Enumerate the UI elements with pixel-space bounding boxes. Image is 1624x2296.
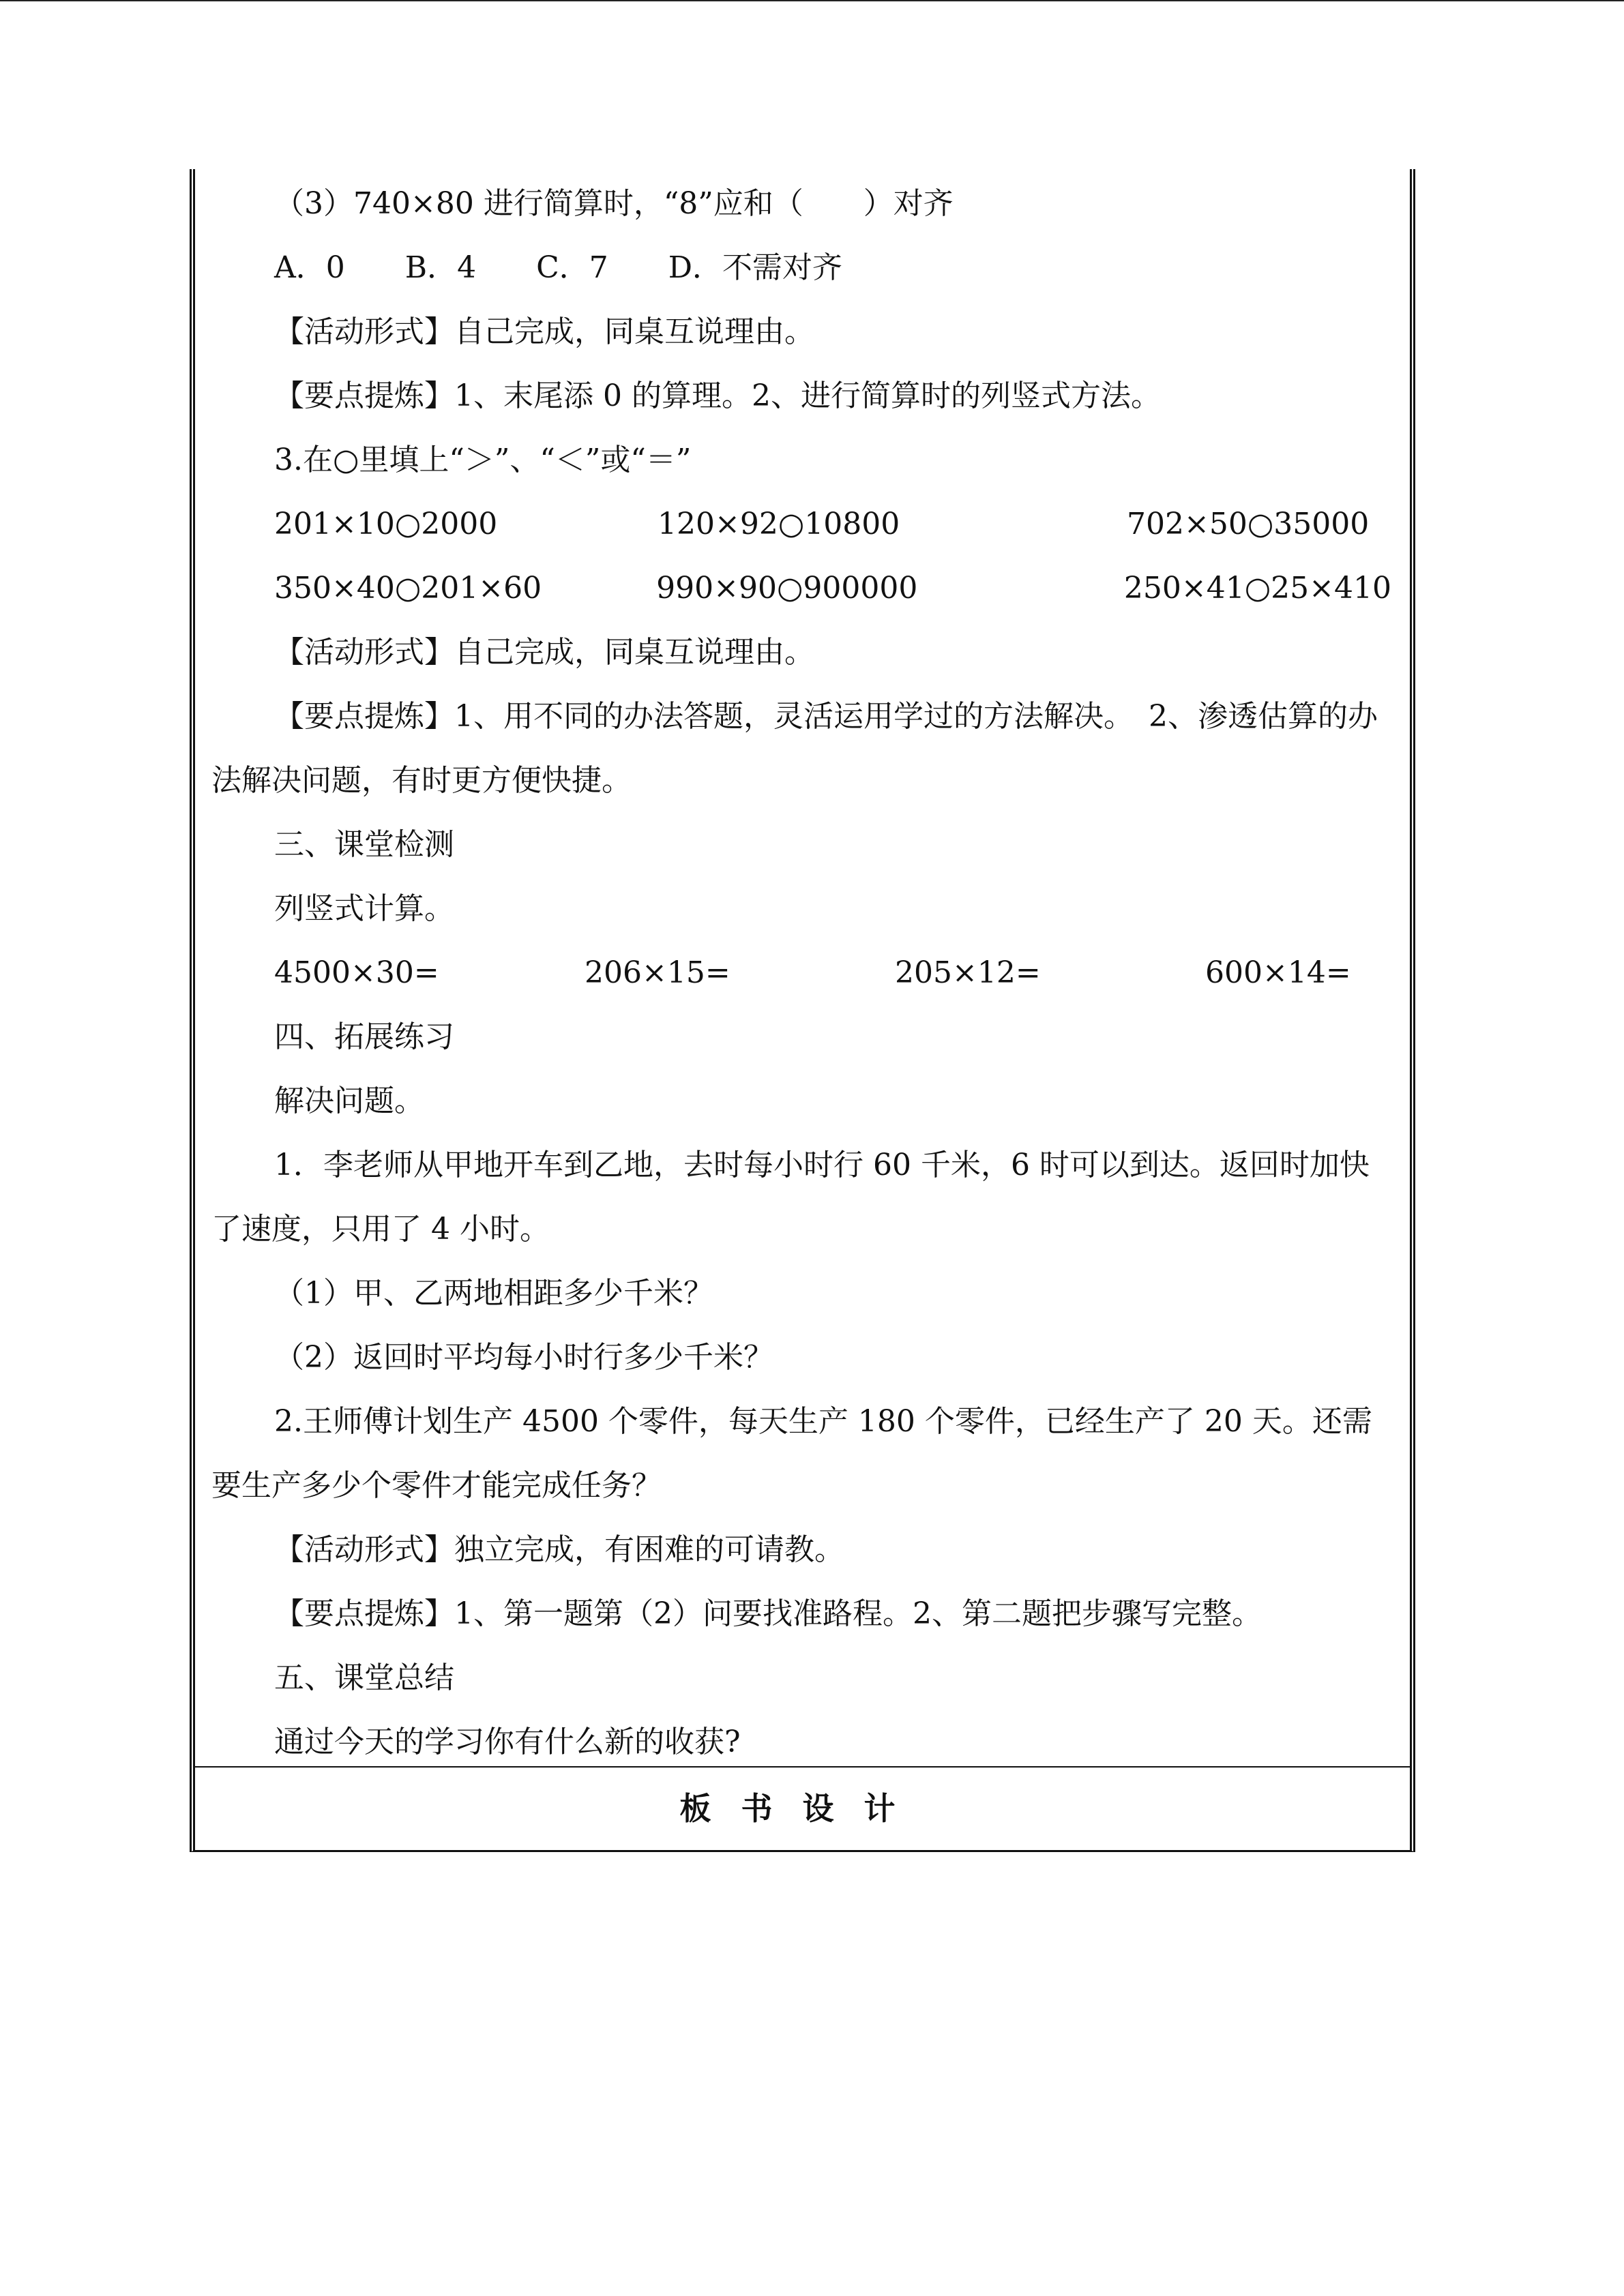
calc-row: [211, 941, 1391, 1005]
problem-1-question-2: （2）返回时平均每小时行多少千米？: [274, 1340, 773, 1375]
summary-question: 通过今天的学习你有什么新的收获?: [274, 1725, 741, 1759]
activity-form-1: 【活动形式】自己完成，同桌互说理由。: [274, 314, 814, 349]
answer-options: A．0 B．4 C．7 D．不需对齐: [274, 250, 843, 285]
task-3-compare: 3.在○里填上“＞”、“＜”或“＝”: [274, 443, 692, 477]
compare-item: 250×41○25×410: [1123, 571, 1391, 606]
compare-row-2: [211, 556, 1391, 621]
compare-item: 120×92○10800: [658, 507, 900, 541]
section-classroom-test: 三、课堂检测: [274, 827, 454, 862]
solve-instruction: 解决问题。: [274, 1084, 424, 1118]
key-points-3: 【要点提炼】1、第一题第（2）问要找准路程。2、第二题把步骤写完整。: [274, 1596, 1262, 1631]
page-top-rule: [0, 0, 1624, 1]
calc-item: 4500×30=: [274, 955, 439, 990]
key-points-1: 【要点提炼】1、末尾添 0 的算理。2、进行简算时的列竖式方法。: [274, 378, 1161, 413]
section-extension: 四、拓展练习: [274, 1019, 454, 1054]
problem-2: 2.王师傅计划生产 4500 个零件，每天生产 180 个零件，已经生产了 20 天。还需要生产多少个零件才能完成任务？: [211, 1404, 1372, 1503]
compare-row-1: [211, 492, 1391, 556]
compare-item: 350×40○201×60: [274, 571, 542, 606]
lesson-content: [211, 172, 1391, 1774]
problem-1: 1．李老师从甲地开车到乙地，去时每小时行 60 千米，6 时可以到达。返回时加快了速度，只用了 4 小时。: [211, 1148, 1370, 1247]
compare-item: 702×50○35000: [1127, 507, 1370, 541]
problem-1-question-1: （1）甲、乙两地相距多少千米？: [274, 1276, 713, 1311]
key-points-2: 【要点提炼】1、用不同的办法答题，灵活运用学过的方法解决。 2、渗透估算的办法解决问题，有时更方便快捷。: [211, 699, 1378, 798]
compare-item: 201×10○2000: [274, 507, 498, 541]
compare-item: 990×90○900000: [656, 571, 918, 606]
activity-form-3: 【活动形式】独立完成，有困难的可请教。: [274, 1532, 844, 1567]
calc-item: 600×14=: [1205, 955, 1351, 990]
calc-item: 206×15=: [585, 955, 730, 990]
activity-form-2: 【活动形式】自己完成，同桌互说理由。: [274, 635, 814, 670]
vertical-calc-instruction: 列竖式计算。: [274, 891, 454, 926]
section-summary: 五、课堂总结: [274, 1660, 454, 1695]
question-3: （3）740×80 进行简算时，“8”应和（ ）对齐: [274, 186, 954, 221]
calc-item: 205×12=: [895, 955, 1041, 990]
board-design-heading: 板书设计: [679, 1790, 926, 1827]
